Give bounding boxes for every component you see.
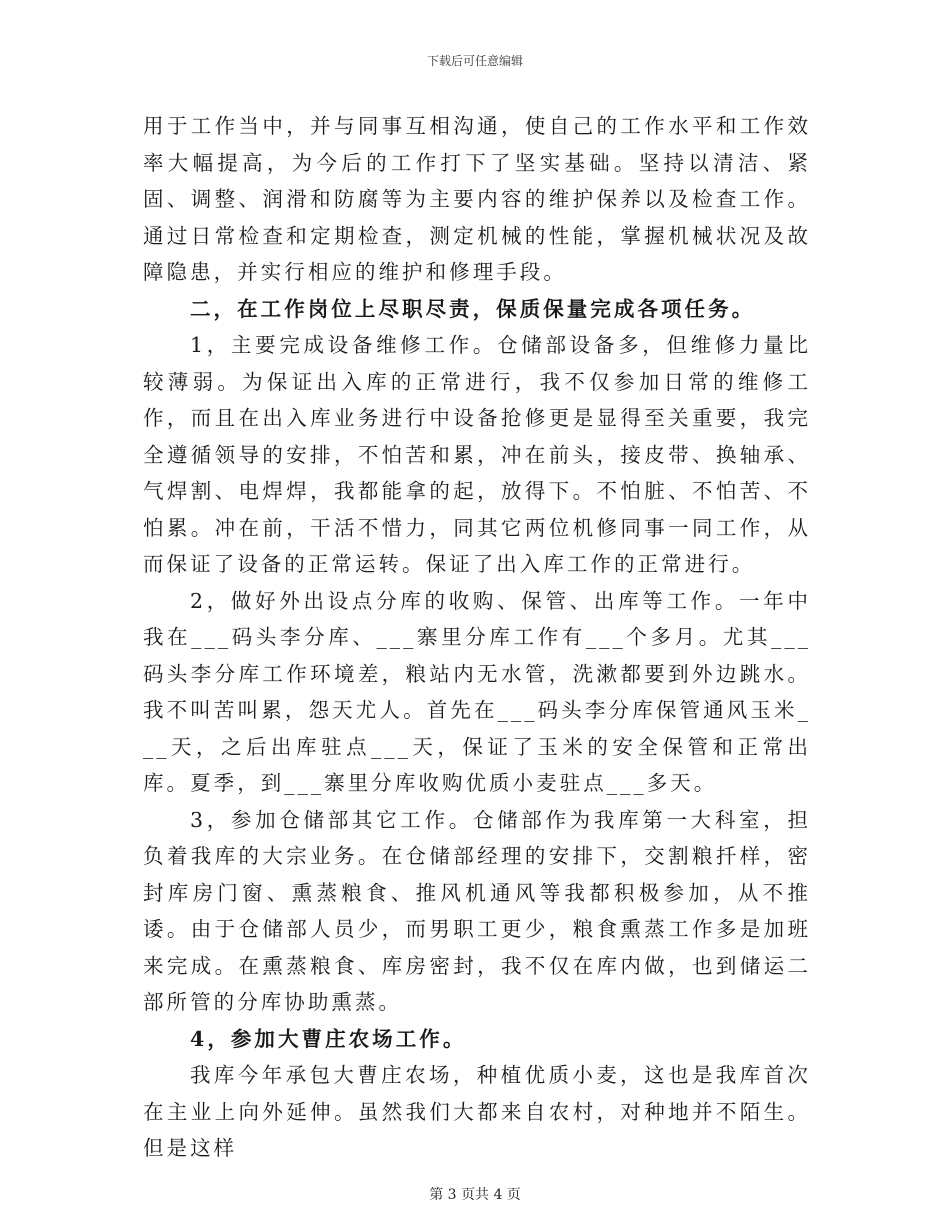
paragraph: 1，主要完成设备维修工作。仓储部设备多，但维修力量比较薄弱。为保证出入库的正常进行，我不仅参加日常的维修工作，而且在出入库业务进行中设备抢修更是显得至关重要，我完全遵循领导的安排，不怕苦和累，冲在前头，接皮带、换轴承、气焊割、电焊焊，我都能拿的起，放得下。不怕脏、不怕苦、不怕累。冲在前，干活不惜力，同其它两位机修同事一同工作，从而保证了设备的正常运转。保证了出入库工作的正常进行。	[143, 333, 811, 576]
subsection-heading: 4，参加大曹庄农场工作。	[190, 1026, 467, 1051]
page-header: 下载后可任意编辑	[426, 54, 523, 68]
paragraph: 3，参加仓储部其它工作。仓储部作为我库第一大科室，担负着我库的大宗业务。在仓储部经理的安排下，交割粮扦样，密封库房门窗、熏蒸粮食、推风机通风等我都积极参加，从不推诿。由于仓储部人员少，而男职工更少，粮食熏蒸工作多是加班来完成。在熏蒸粮食、库房密封，我不仅在库内做，也到储运二部所管的分库协助熏蒸。	[143, 807, 811, 1014]
paragraph: 用于工作当中，并与同事互相沟通，使自己的工作水平和工作效率大幅提高，为今后的工作打下了坚实基础。坚持以清洁、紧固、调整、润滑和防腐等为主要内容的维护保养以及检查工作。通过日常检查和定期检查，测定机械的性能，掌握机械状况及故障隐患，并实行相应的维护和修理手段。	[143, 114, 811, 284]
section-heading: 二，在工作岗位上尽职尽责，保质保量完成各项任务。	[190, 296, 756, 321]
paragraph: 我库今年承包大曹庄农场，种植优质小麦，这也是我库首次在主业上向外延伸。虽然我们大都来自农村，对种地并不陌生。但是这样	[143, 1063, 811, 1160]
document-body	[143, 108, 811, 1167]
page-footer: 第 3 页共 4 页	[429, 1187, 521, 1203]
paragraph: 2，做好外出设点分库的收购、保管、出库等工作。一年中我在___码头李分库、___寨里分库工作有___个多月。尤其___码头李分库工作环境差，粮站内无水管，洗漱都要到外边跳水。我不叫苦叫累，怨天尤人。首先在___码头李分库保管通风玉米___天，之后出库驻点___天，保证了玉米的安全保管和正常出库。夏季，到___寨里分库收购优质小麦驻点___多天。	[143, 588, 811, 795]
